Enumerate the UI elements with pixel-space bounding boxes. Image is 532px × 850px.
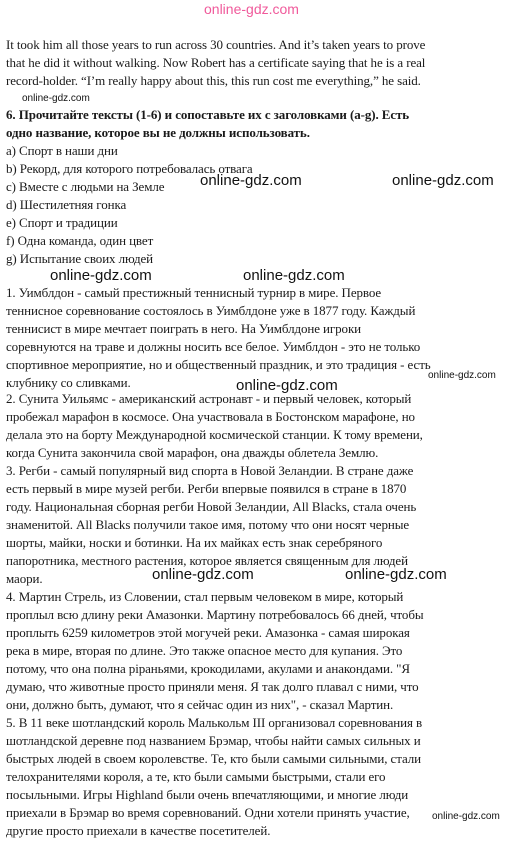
text-line: теннисист в мире мечтает поиграть в него. На Уимблдоне игроки (6, 321, 362, 336)
option-item: d) Шестилетняя гонка (6, 197, 127, 212)
text-line: есть первый в мире музей регби. Регби впервые появился в стране в 1870 (6, 481, 407, 496)
text-line: знаменитой. All Blacks получили такое имя, потому что они носят черные (6, 517, 410, 532)
text-line: река в мире, вторая по длине. Это также опасное место для купания. Это (6, 643, 403, 658)
watermark: online-gdz.com (200, 172, 302, 189)
option-item: e) Спорт и традиции (6, 215, 118, 230)
watermark: online-gdz.com (345, 566, 447, 583)
watermark: online-gdz.com (243, 267, 345, 284)
watermark: online-gdz.com (50, 267, 152, 284)
text-line: папоротника, местного растения, которое является священным для людей (6, 553, 408, 568)
text-line: делала это на борту Международной космической станции. К тому времени, (6, 427, 423, 442)
text-line: 4. Мартин Стрель, из Словении, стал первым человеком в мире, который (6, 589, 404, 604)
text-line: 1. Уимблдон - самый престижный теннисный турнир в мире. Первое (6, 285, 382, 300)
text-line: 3. Регби - самый популярный вид спорта в Новой Зеландии. В стране даже (6, 463, 414, 478)
intro-line: that he did it without walking. Now Robert has a certificate saying that he is a real (6, 55, 426, 70)
text-line: 2. Сунита Уильямс - американский астронавт - и первый человек, который (6, 391, 412, 406)
text-line: когда Сунита закончила свой марафон, она дважды облетела Землю. (6, 445, 379, 460)
text-line: шорты, майки, носки и ботинки. На их майках есть знак серебряного (6, 535, 383, 550)
text-line: клубнику со сливками. (6, 375, 131, 390)
watermark: online-gdz.com (152, 566, 254, 583)
watermark: online-gdz.com (392, 172, 494, 189)
intro-line: It took him all those years to run across 30 countries. And it’s taken years to prove (6, 37, 426, 52)
text-line: другие просто приехали в качестве посетителей. (6, 823, 271, 838)
text-line: году. Национальная сборная регби Новой Зеландии, All Blacks, стала очень (6, 499, 417, 514)
text-line: шотландской деревне под названием Брэмар, чтобы найти самых сильных и (6, 733, 421, 748)
watermark: online-gdz.com (236, 377, 338, 394)
text-line: спортивное мероприятие, но и общественный праздник, и это традиция - есть (6, 357, 431, 372)
watermark-top: online-gdz.com (204, 1, 299, 17)
watermark: online-gdz.com (428, 370, 496, 381)
option-item: b) Рекорд, для которого потребовалась отвага (6, 161, 253, 176)
text-line: быстрых людей в своем королевстве. Те, кто были самыми сильными, стали (6, 751, 421, 766)
text-line: приехали в Брэмар во время соревнований. Одни хотели принять участие, (6, 805, 410, 820)
watermark: online-gdz.com (432, 811, 500, 822)
text-line: телохранителями короля, а те, кто были самыми быстрыми, стали его (6, 769, 386, 784)
watermark: online-gdz.com (22, 93, 90, 104)
text-line: теннисное соревнование состоялось в Уимблдоне уже в 1877 году. Каждый (6, 303, 416, 318)
text-line: 5. В 11 веке шотландский король Малькольм III организовал соревнования в (6, 715, 423, 730)
text-line: маори. (6, 571, 43, 586)
option-item: f) Одна команда, один цвет (6, 233, 154, 248)
text-line: проплыть 6259 километров этой могучей реки. Амазонка - самая широкая (6, 625, 410, 640)
option-item: c) Вместе с людьми на Земле (6, 179, 165, 194)
intro-line: record-holder. “I’m really happy about this, this run cost me everything,” he said. (6, 73, 421, 88)
text-line: думаю, что животные просто приняли меня. Я так долго плавал с ними, что (6, 679, 419, 694)
option-item: g) Испытание своих людей (6, 251, 153, 266)
text-line: потому, что она полна piраньями, крокодилами, акулами и анакондами. "Я (6, 661, 410, 676)
task-heading: 6. Прочитайте тексты (1-6) и сопоставьте их с заголовками (a-g). Есть (6, 107, 410, 122)
task-heading: одно название, которое вы не должны использовать. (6, 125, 310, 140)
text-line: соревнуются на траве и должны носить все белое. Уимблдон - это не только (6, 339, 421, 354)
text-line: проплыл всю длину реки Амазонки. Мартину потребовалось 66 дней, чтобы (6, 607, 424, 622)
option-item: a) Спорт в наши дни (6, 143, 118, 158)
text-line: они, должно быть, думают, что я сейчас один из них", - сказал Мартин. (6, 697, 394, 712)
text-line: пробежал марафон в космосе. Она участвовала в Бостонском марафоне, но (6, 409, 415, 424)
text-line: посыльными. Игры Highland были очень впечатляющими, и многие люди (6, 787, 409, 802)
